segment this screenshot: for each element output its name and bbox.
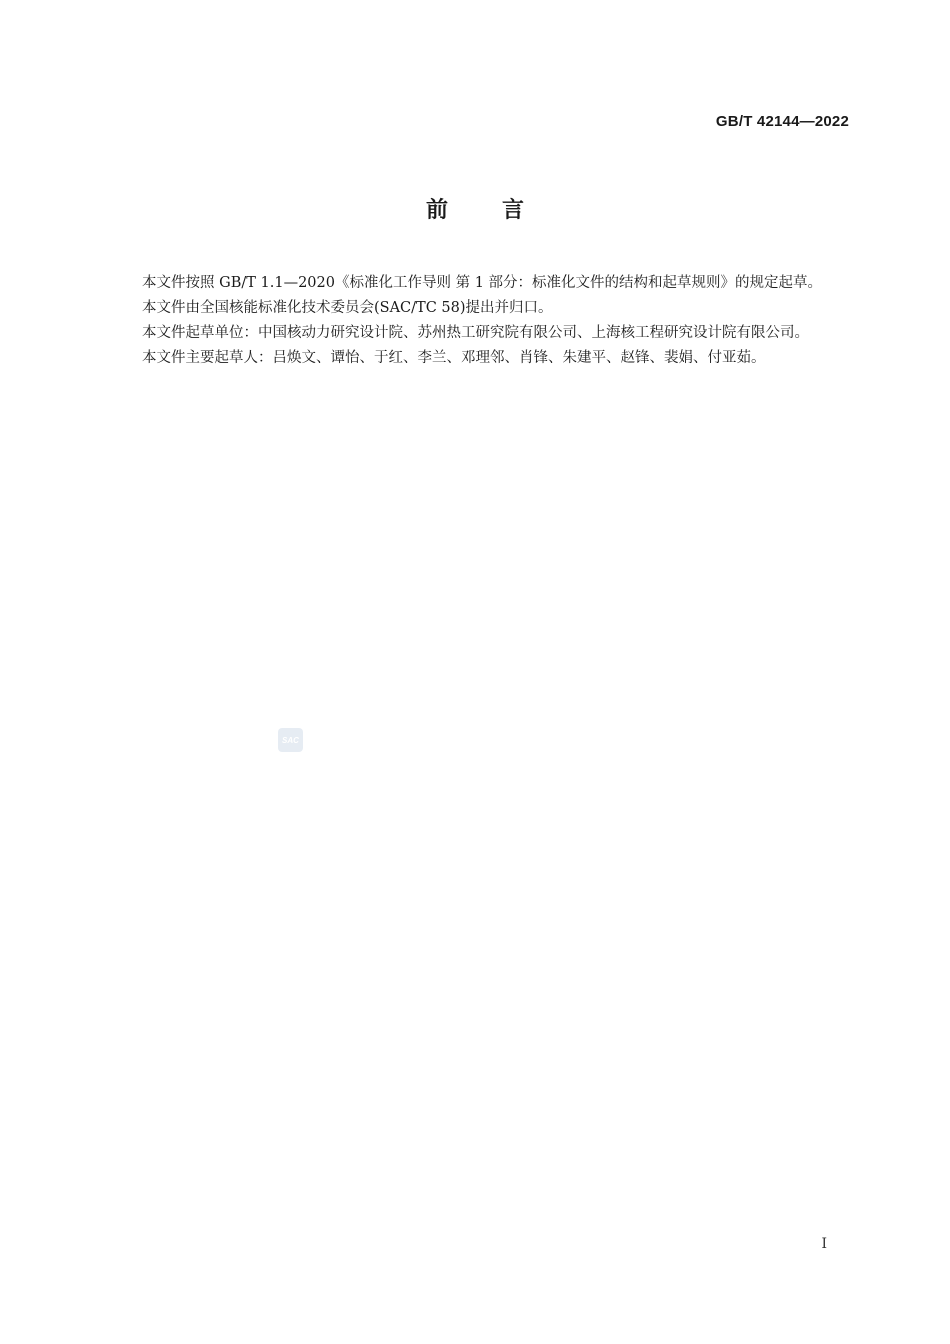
paragraph-committee: 本文件由全国核能标准化技术委员会(SAC/TC 58)提出并归口。 (142, 300, 553, 316)
page-number: I (821, 1236, 827, 1252)
paragraph-drafting-units: 本文件起草单位：中国核动力研究设计院、苏州热工研究院有限公司、上海核工程研究设计院有限公司。 (142, 325, 809, 341)
section-title (0, 193, 950, 224)
paragraph-drafting-rules: 本文件按照 GB/T 1.1—2020《标准化工作导则 第 1 部分：标准化文件的结构和起草规则》的规定起草。 (142, 275, 823, 291)
paragraph-drafters: 本文件主要起草人：吕焕文、谭怡、于红、李兰、邓理邻、肖锋、朱建平、赵锋、裴娟、付亚茹。 (142, 350, 766, 366)
sac-watermark-text: SAC (282, 735, 299, 745)
standard-number: GB/T 42144—2022 (715, 113, 849, 130)
section-title-char-2: 言 (502, 198, 525, 223)
foreword-body (113, 271, 849, 371)
section-title-char-1: 前 (425, 198, 448, 223)
sac-watermark-logo (278, 728, 303, 752)
